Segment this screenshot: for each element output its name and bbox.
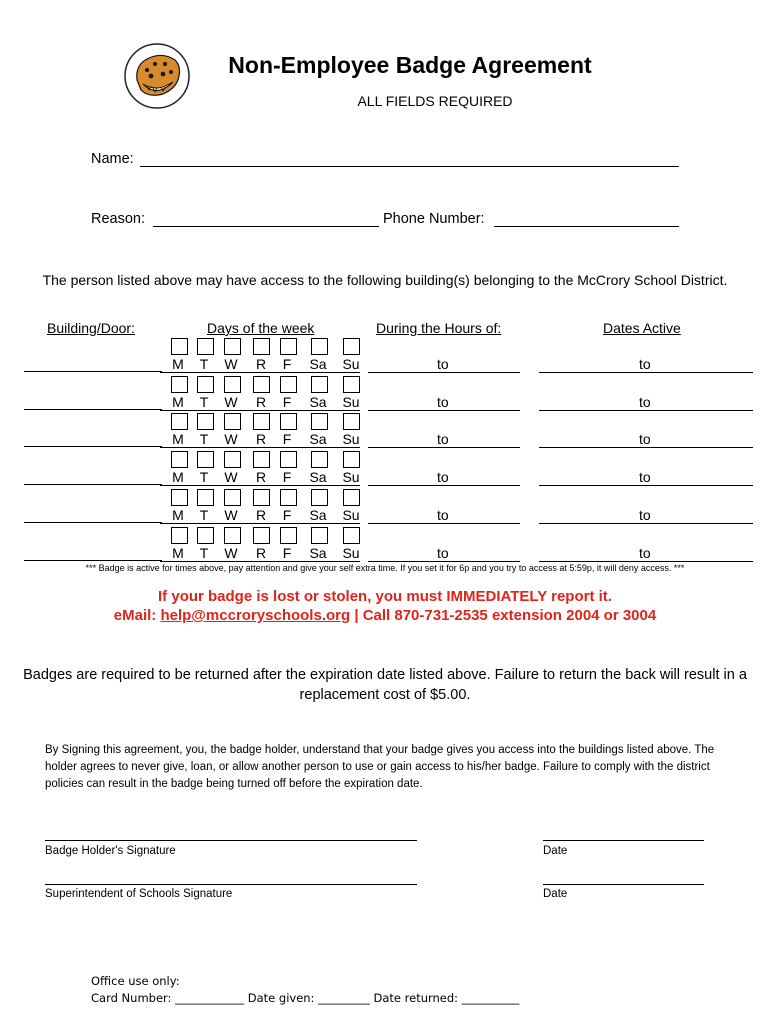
day-checkbox[interactable] [253,489,270,506]
day-checkbox[interactable] [343,338,360,355]
day-label: T [199,431,209,448]
holder-signature-line[interactable] [45,840,417,841]
badge-timing-note: *** Badge is active for times above, pay attention and give your self extra time. If you set it for 6p and you try to access at 5:59p, it will deny access. *** [85,563,685,573]
hours-to-label: to [437,431,449,448]
day-label: M [172,506,184,523]
day-label: W [224,431,238,448]
day-label: Sa [309,393,327,410]
day-checkbox[interactable] [280,527,297,544]
day-checkbox[interactable] [280,376,297,393]
dates-field[interactable] [539,561,753,562]
hours-field[interactable] [368,372,520,373]
day-checkbox[interactable] [280,338,297,355]
day-label: W [224,393,238,410]
day-checkbox[interactable] [171,527,188,544]
day-checkbox[interactable] [253,413,270,430]
dates-field[interactable] [539,410,753,411]
dates-to-label: to [639,469,651,486]
days-row-underline [160,485,360,486]
day-label: F [282,469,292,486]
day-checkbox[interactable] [171,489,188,506]
hours-to-label: to [437,356,449,372]
day-label: Sa [309,544,327,561]
days-row-underline [160,447,360,448]
day-checkbox[interactable] [253,527,270,544]
dates-field[interactable] [539,523,753,524]
day-checkbox[interactable] [197,338,214,355]
day-checkbox[interactable] [311,338,328,355]
day-label: R [255,393,267,410]
day-checkbox[interactable] [197,489,214,506]
access-intro: The person listed above may have access to the following building(s) belonging to the McCrory School District. [42,272,728,288]
email-link[interactable]: help@mccroryschools.org [160,607,351,624]
day-checkbox[interactable] [280,489,297,506]
day-checkbox[interactable] [197,451,214,468]
building-door-field[interactable] [24,409,162,410]
agreement-text: By Signing this agreement, you, the badge holder, understand that your badge gives you access into the buildings listed above. The holder agrees to never give, loan, or allow another person to use or gain access to his/her badge. Failure to comply with the district policies can result in the badge being turned off before the expiration date. [45,744,715,790]
day-label: T [199,356,209,372]
office-use-label: Office use only: [91,974,180,988]
page-subtitle: ALL FIELDS REQUIRED [357,93,513,109]
day-label: M [172,431,184,448]
date-returned-field[interactable]: Date returned: __________ [373,991,520,1005]
hours-field[interactable] [368,410,520,411]
header-dates: Dates Active [603,320,681,336]
email-label: eMail: [113,607,161,624]
reason-label: Reason: [91,211,146,227]
day-label: Sa [309,356,327,372]
day-checkbox[interactable] [280,413,297,430]
day-label: Su [342,506,360,523]
dates-to-label: to [639,393,651,410]
reason-field[interactable] [153,226,379,227]
superintendent-signature-label: Superintendent of Schools Signature [45,888,233,900]
header-building: Building/Door: [47,320,135,336]
day-label: Su [342,544,360,561]
day-label: F [282,356,292,372]
day-checkbox[interactable] [343,451,360,468]
day-checkbox[interactable] [171,338,188,355]
day-checkbox[interactable] [253,338,270,355]
day-label: F [282,544,292,561]
day-checkbox[interactable] [197,376,214,393]
day-checkbox[interactable] [197,413,214,430]
holder-signature-label: Badge Holder's Signature [45,845,176,857]
day-checkbox[interactable] [171,376,188,393]
day-label: T [199,544,209,561]
superintendent-signature-line[interactable] [45,884,417,885]
days-row-underline [160,523,360,524]
hours-to-label: to [437,544,449,561]
dates-field[interactable] [539,485,753,486]
day-label: F [282,506,292,523]
header-days: Days of the week [207,320,315,336]
lost-badge-warning: If your badge is lost or stolen, you must IMMEDIATELY report it. [158,588,612,605]
hours-field[interactable] [368,523,520,524]
date-given-field[interactable]: Date given: _________ [247,991,370,1005]
page-title: Non-Employee Badge Agreement [228,52,592,78]
day-checkbox[interactable] [343,489,360,506]
day-label: Su [342,431,360,448]
holder-date-label: Date [543,845,568,857]
dates-to-label: to [639,506,651,523]
dates-to-label: to [639,356,651,372]
building-door-field[interactable] [24,522,162,523]
day-checkbox[interactable] [224,527,241,544]
day-checkbox[interactable] [224,376,241,393]
hours-field[interactable] [368,485,520,486]
day-label: Sa [309,431,327,448]
superintendent-date-label: Date [543,888,568,900]
day-checkbox[interactable] [224,338,241,355]
day-checkbox[interactable] [311,413,328,430]
day-label: W [224,469,238,486]
day-checkbox[interactable] [311,451,328,468]
dates-to-label: to [639,431,651,448]
return-policy: Badges are required to be returned after the expiration date listed above. Failure to return the back will result in a replacement cost of $5.00. [23,667,747,703]
day-checkbox[interactable] [311,527,328,544]
day-label: T [199,506,209,523]
day-checkbox[interactable] [224,413,241,430]
day-checkbox[interactable] [253,376,270,393]
day-label: T [199,469,209,486]
days-row-underline [160,372,360,373]
day-checkbox[interactable] [343,413,360,430]
dates-field[interactable] [539,447,753,448]
day-checkbox[interactable] [253,451,270,468]
hours-to-label: to [437,506,449,523]
day-label: Su [342,356,360,372]
name-label: Name: [91,151,134,167]
day-label: Sa [309,469,327,486]
building-door-field[interactable] [24,446,162,447]
dates-field[interactable] [539,372,753,373]
days-row-underline [160,561,360,562]
day-label: W [224,544,238,561]
day-checkbox[interactable] [197,527,214,544]
phone-label: Phone Number: [383,211,485,227]
day-checkbox[interactable] [311,376,328,393]
day-label: F [282,431,292,448]
day-checkbox[interactable] [171,413,188,430]
header-hours: During the Hours of: [376,320,502,336]
hours-to-label: to [437,469,449,486]
day-checkbox[interactable] [224,489,241,506]
day-label: M [172,356,184,372]
building-door-field[interactable] [24,484,162,485]
card-number-field[interactable]: Card Number: ____________ [91,991,245,1005]
day-checkbox[interactable] [311,489,328,506]
lost-badge-contact [0,607,770,624]
building-door-field[interactable] [24,371,162,372]
day-label: W [224,506,238,523]
day-label: M [172,393,184,410]
day-label: R [255,544,267,561]
superintendent-date-line[interactable] [543,884,704,885]
day-label: M [172,544,184,561]
day-checkbox[interactable] [280,451,297,468]
day-label: T [199,393,209,410]
day-checkbox[interactable] [224,451,241,468]
holder-date-line[interactable] [543,840,704,841]
day-label: F [282,393,292,410]
day-label: R [255,431,267,448]
day-label: Sa [309,506,327,523]
hours-field[interactable] [368,447,520,448]
building-door-field[interactable] [24,560,162,561]
days-row-underline [160,410,360,411]
hours-field[interactable] [368,561,520,562]
day-label: M [172,469,184,486]
phone-field[interactable] [494,226,679,227]
day-label: Su [342,393,360,410]
day-label: R [255,356,267,372]
day-checkbox[interactable] [343,376,360,393]
name-field[interactable] [140,166,679,167]
day-checkbox[interactable] [343,527,360,544]
day-label: W [224,356,238,372]
day-checkbox[interactable] [171,451,188,468]
day-label: Su [342,469,360,486]
day-label: R [255,469,267,486]
day-label: R [255,506,267,523]
dates-to-label: to [639,544,651,561]
call-info: | Call 870-731-2535 extension 2004 or 3004 [350,607,657,624]
hours-to-label: to [437,393,449,410]
office-use-fields [91,990,519,1007]
